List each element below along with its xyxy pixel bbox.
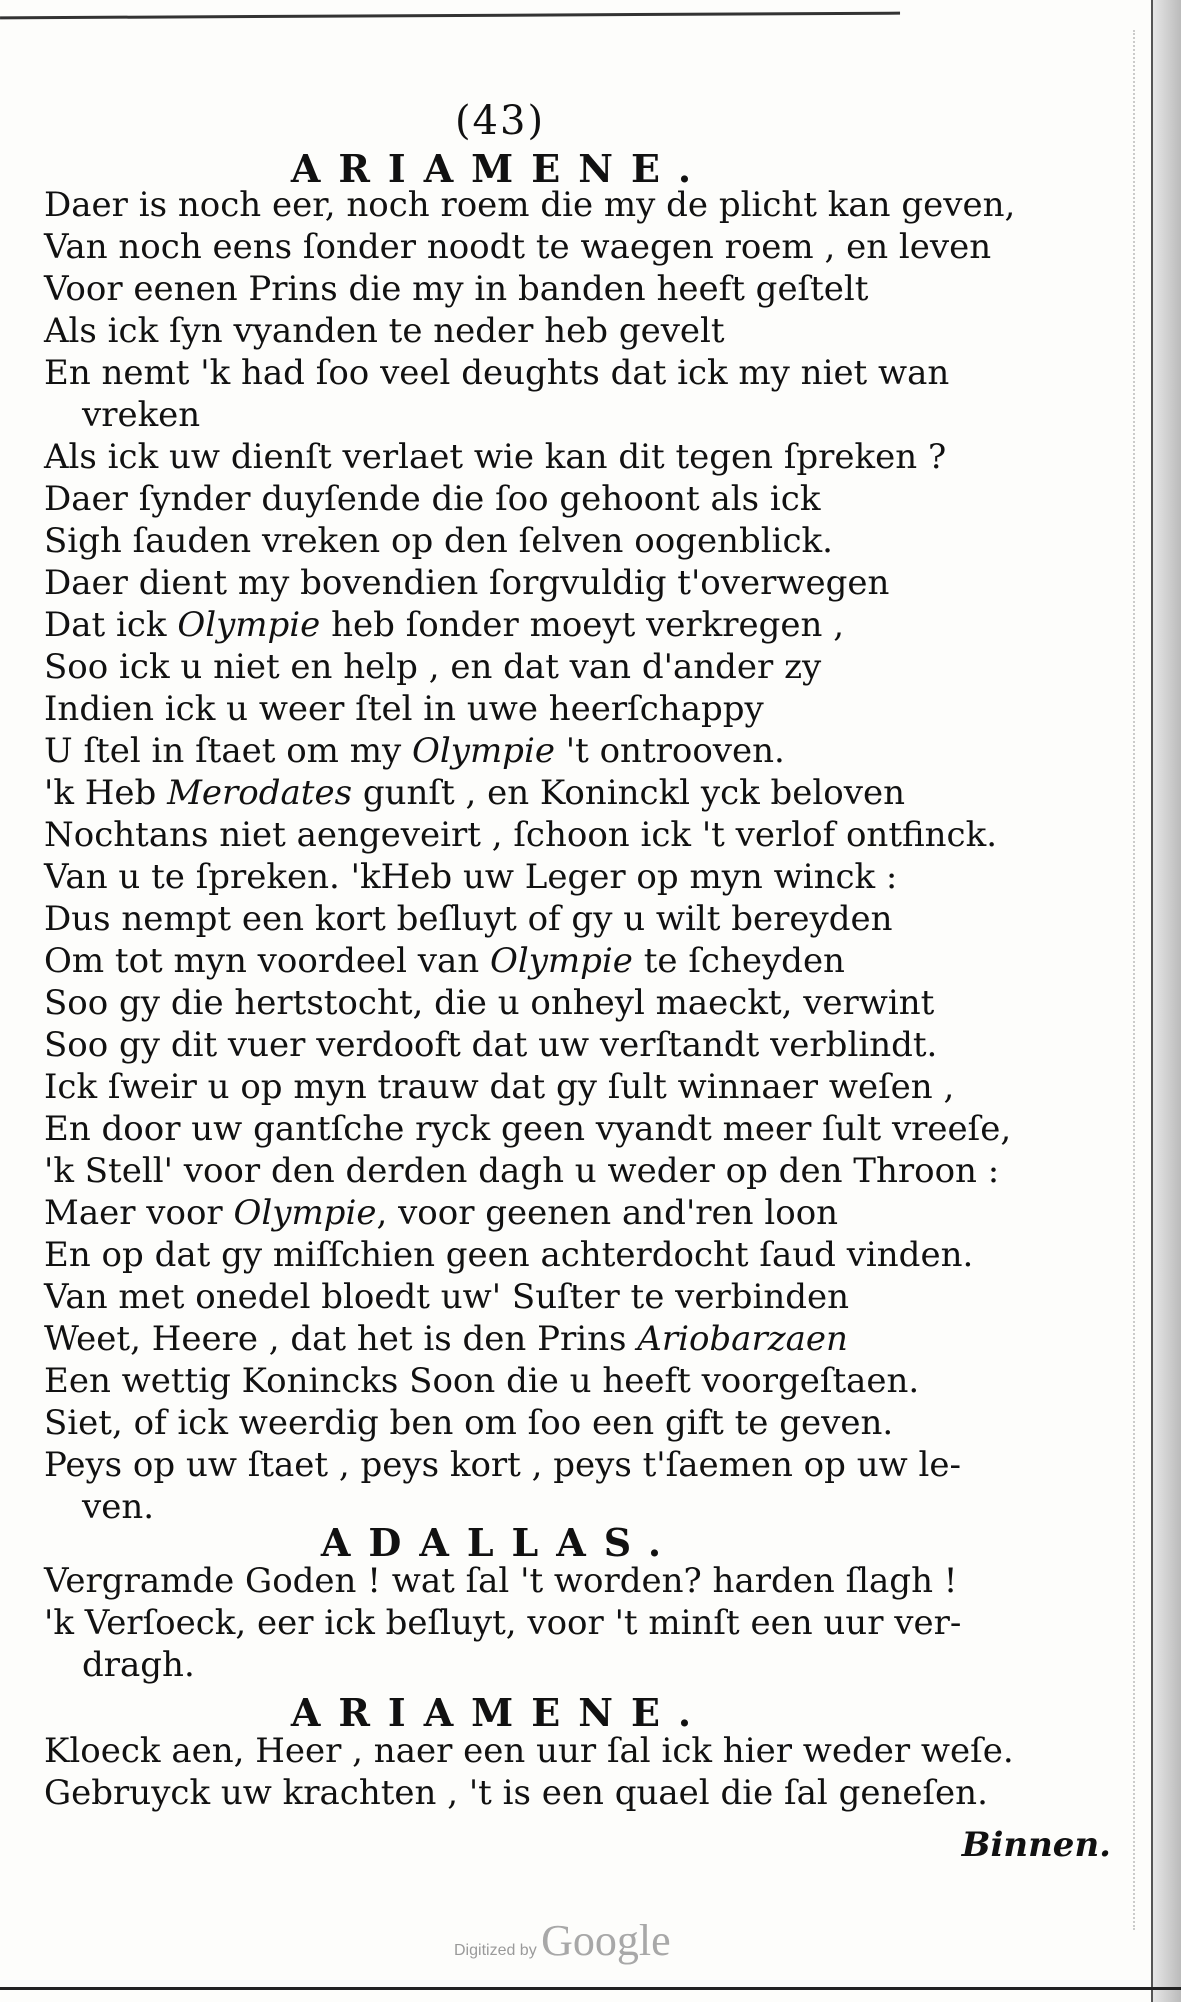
speaker-heading-ariamene-1: ARIAMENE.: [290, 146, 710, 191]
verse-line: Soo gy die hertstocht, die u onheyl maeckt, verwint: [44, 983, 935, 1023]
verse-line: Soo ick u niet en help , en dat van d'ander zy: [44, 647, 822, 687]
verse-line: Indien ick u weer ſtel in uwe heerſchappy: [44, 689, 764, 729]
verse-line: Voor eenen Prins die my in banden heeft geſtelt: [44, 269, 869, 309]
verse-line: Daer is noch eer, noch roem die my de plicht kan geven,: [44, 185, 1016, 225]
bottom-border-line: [0, 1987, 1181, 2000]
top-border-line: [0, 0, 900, 19]
verse-line: Dus nempt een kort beſluyt of gy u wilt bereyden: [44, 899, 893, 939]
verse-line: Soo gy dit vuer verdooft dat uw verſtandt verblindt.: [44, 1025, 938, 1065]
verse-line: Vergramde Goden ! wat ſal 't worden? harden ſlagh !: [44, 1561, 958, 1601]
verse-line: ven.: [82, 1487, 155, 1527]
verse-line: Als ick uw dienſt verlaet wie kan dit tegen ſpreken ?: [44, 437, 947, 477]
verse-line: Om tot myn voordeel van Olympie te ſcheyden: [44, 941, 845, 981]
verse-line: Peys op uw ſtaet , peys kort , peys t'ſaemen op uw le-: [44, 1445, 962, 1485]
verse-line: Een wettig Konincks Soon die u heeft voorgeſtaen.: [44, 1361, 920, 1401]
verse-line: Als ick ſyn vyanden te neder heb gevelt: [44, 311, 725, 351]
verse-line: Van u te ſpreken. 'kHeb uw Leger op myn winck :: [44, 857, 898, 897]
character-name: Olympie: [411, 731, 555, 771]
verse-line: Nochtans niet aengeveirt , ſchoon ick 't verlof ontfinck.: [44, 815, 998, 855]
watermark-prefix: Digitized by: [454, 1942, 537, 1959]
verse-line: Van noch eens ſonder noodt te waegen roem , en leven: [44, 227, 992, 267]
verse-line: En op dat gy miſſchien geen achterdocht ſaud vinden.: [44, 1235, 974, 1275]
verse-block-2: [44, 1560, 1071, 1686]
character-name: Ariobarzaen: [637, 1319, 848, 1359]
verse-line: Van met onedel bloedt uw' Suſter te verbinden: [44, 1277, 850, 1317]
character-name: Olympie: [233, 1193, 377, 1233]
verse-line: 'k Stell' voor den derden dagh u weder op den Throon :: [44, 1151, 1000, 1191]
verse-line: 'k Verſoeck, eer ick beſluyt, voor 't minſt een uur ver-: [44, 1603, 962, 1643]
catchword: Binnen.: [961, 1825, 1111, 1865]
verse-line: Maer voor Olympie, voor geenen and'ren loon: [44, 1193, 839, 1233]
verse-line: U ſtel in ſtaet om my Olympie 't ontrooven.: [44, 731, 785, 771]
speaker-heading-ariamene-2: ARIAMENE.: [290, 1690, 710, 1735]
verse-line: Weet, Heere , dat het is den Prins Ariobarzaen: [44, 1319, 848, 1359]
verse-line: 'k Heb Merodates gunſt , en Koninckl yck beloven: [44, 773, 905, 813]
verse-line: vreken: [82, 395, 201, 435]
verse-block-3: [44, 1730, 1071, 1814]
margin-marks: [1127, 30, 1135, 1930]
speaker-heading-adallas: ADALLAS.: [320, 1520, 680, 1565]
verse-line: En nemt 'k had ſoo veel deughts dat ick my niet wan: [44, 353, 950, 393]
character-name: Merodates: [167, 773, 353, 813]
google-logo: Google: [541, 1916, 671, 1965]
digitized-watermark: [454, 1915, 714, 1966]
verse-line: dragh.: [82, 1645, 195, 1685]
verse-line: Ick ſweir u op myn trauw dat gy ſult winnaer weſen ,: [44, 1067, 955, 1107]
verse-line: Sigh ſauden vreken op den ſelven oogenblick.: [44, 521, 833, 561]
character-name: Olympie: [177, 605, 321, 645]
verse-line: Gebruyck uw krachten , 't is een quael die ſal geneſen.: [44, 1773, 988, 1813]
character-name: Olympie: [489, 941, 633, 981]
page-number: (43): [454, 98, 546, 144]
verse-block-1: [44, 184, 1071, 1528]
verse-line: Daer ſynder duyſende die ſoo gehoont als ick: [44, 479, 821, 519]
verse-line: Dat ick Olympie heb ſonder moeyt verkregen ,: [44, 605, 845, 645]
verse-line: Siet, of ick weerdig ben om ſoo een gift te geven.: [44, 1403, 894, 1443]
verse-line: Daer dient my bovendien ſorgvuldig t'overwegen: [44, 563, 890, 603]
verse-line: Kloeck aen, Heer , naer een uur ſal ick hier weder weſe.: [44, 1731, 1014, 1771]
verse-line: En door uw gantſche ryck geen vyandt meer ſult vreeſe,: [44, 1109, 1012, 1149]
page-edge: [1151, 0, 1181, 2002]
